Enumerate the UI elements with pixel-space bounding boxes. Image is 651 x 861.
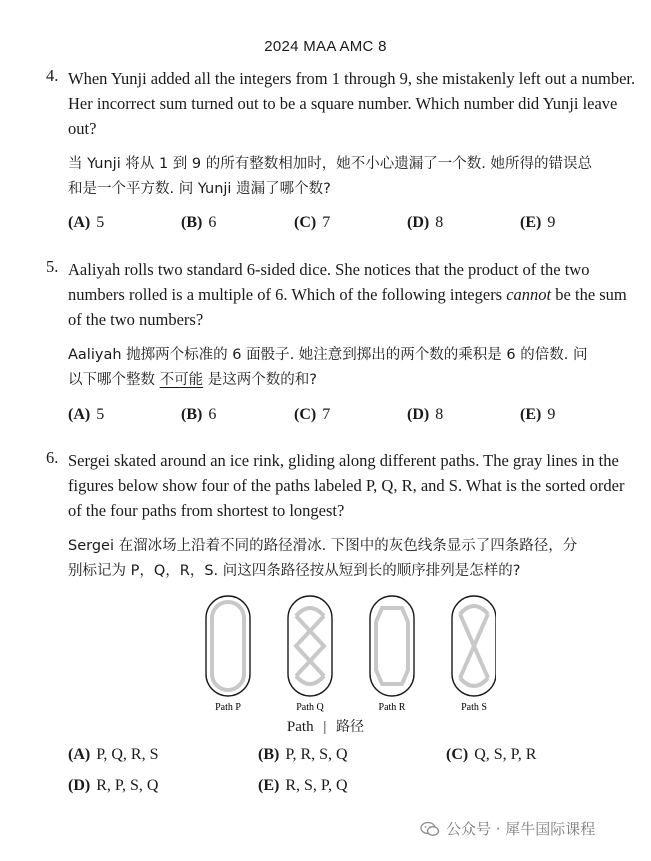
- text-segment: Aaliyah rolls two standard 6-sided dice. She notices that the product of the two numbers rolled is a multiple of 6. Which of the following integers: [68, 260, 590, 304]
- problem-text-en: Sergei skated around an ice rink, gliding along different paths. The gray lines in the figures below show four of the paths labeled P, Q, R, and S. What is the sorted order of the four paths from shortest to longest?: [68, 451, 625, 520]
- choice-label: (C): [446, 746, 469, 763]
- choice-d[interactable]: [68, 777, 158, 795]
- path-s-label: Path S: [461, 702, 487, 713]
- choice-value: 5: [96, 406, 105, 423]
- choice-label: (E): [520, 214, 542, 231]
- choice-value: 6: [208, 406, 217, 423]
- choice-label: (E): [520, 406, 542, 423]
- choice-d[interactable]: [407, 214, 443, 232]
- choice-label: (D): [68, 777, 91, 794]
- choice-value: 7: [322, 214, 331, 231]
- choice-a[interactable]: [68, 406, 104, 424]
- problem-text-zh-line1: 当 Yunji 将从 1 到 9 的所有整数相加时，她不小心遗漏了一个数. 她所得的错误总: [68, 156, 592, 172]
- choice-b[interactable]: [181, 406, 216, 424]
- choice-value: R, P, S, Q: [96, 777, 159, 794]
- problem-text-zh-line1: Aaliyah 抛掷两个标准的 6 面骰子. 她注意到掷出的两个数的乘积是 6 的倍数. 问: [68, 347, 588, 363]
- problem-number: 6.: [46, 448, 59, 467]
- choice-value: 8: [435, 214, 444, 231]
- path-s-figure: [452, 596, 496, 696]
- problem-text-zh-line2: 和是一个平方数. 问 Yunji 遗漏了哪个数?: [68, 181, 331, 197]
- choice-e[interactable]: [520, 214, 555, 232]
- caption-cn: 路径: [336, 719, 365, 735]
- choice-label: (B): [181, 214, 203, 231]
- choice-value: 6: [208, 214, 217, 231]
- choice-value: Q, S, P, R: [474, 746, 537, 763]
- figure-caption: [0, 716, 651, 736]
- choice-label: (A): [68, 746, 91, 763]
- path-q-label: Path Q: [296, 702, 324, 713]
- problem-text-zh-line2: 别标记为 P，Q，R，S. 问这四条路径按从短到长的顺序排列是怎样的?: [68, 563, 521, 579]
- problem-text-en: When Yunji added all the integers from 1 through 9, she mistakenly left out a number. Her incorrect sum turned out to be a square number. Which number did Yunji leave out?: [68, 69, 636, 138]
- watermark-text: 公众号 · 犀牛国际课程: [446, 820, 596, 838]
- path-p-figure: [206, 596, 250, 696]
- choice-label: (B): [258, 746, 280, 763]
- problem-text-zh-line2: [68, 368, 642, 393]
- choice-value: 9: [547, 214, 556, 231]
- text-segment: 是这两个数的和?: [203, 372, 317, 388]
- choice-label: (C): [294, 214, 317, 231]
- choice-label: (A): [68, 406, 91, 423]
- path-p-label: Path P: [215, 702, 241, 713]
- choice-value: R, S, P, Q: [285, 777, 348, 794]
- choice-c[interactable]: [446, 746, 536, 764]
- problem-text-en: [68, 257, 642, 332]
- choice-label: (B): [181, 406, 203, 423]
- wechat-icon: [420, 821, 440, 837]
- choice-a[interactable]: [68, 214, 104, 232]
- choice-value: 9: [547, 406, 556, 423]
- choice-value: 7: [322, 406, 331, 423]
- caption-separator: |: [323, 719, 327, 735]
- choice-c[interactable]: [294, 406, 330, 424]
- choice-value: 8: [435, 406, 444, 423]
- emphasis-text: cannot: [506, 285, 552, 304]
- underlined-text: 不可能: [159, 372, 204, 388]
- choice-label: (E): [258, 777, 280, 794]
- caption-en: Path: [286, 719, 314, 735]
- watermark: [420, 818, 595, 839]
- choice-d[interactable]: [407, 406, 443, 424]
- choice-label: (A): [68, 214, 91, 231]
- choice-e[interactable]: [258, 777, 348, 795]
- problem-number: 5.: [46, 257, 59, 276]
- path-r-figure: [370, 596, 414, 696]
- choice-b[interactable]: [258, 746, 348, 764]
- choice-value: P, R, S, Q: [285, 746, 348, 763]
- text-segment: be the sum of the two numbers?: [68, 285, 627, 329]
- paths-figure: [196, 594, 496, 734]
- problem-text-zh-line1: Sergei 在溜冰场上沿着不同的路径滑冰. 下图中的灰色线条显示了四条路径，分: [68, 538, 578, 554]
- choice-value: P, Q, R, S: [96, 746, 159, 763]
- choice-a[interactable]: [68, 746, 158, 764]
- choice-label: (D): [407, 214, 430, 231]
- choice-label: (C): [294, 406, 317, 423]
- choice-b[interactable]: [181, 214, 216, 232]
- choice-label: (D): [407, 406, 430, 423]
- page-header: 2024 MAA AMC 8: [264, 38, 387, 55]
- problem-number: 4.: [46, 66, 59, 85]
- answer-choices: [68, 746, 628, 806]
- path-q-figure: [288, 596, 332, 696]
- choice-e[interactable]: [520, 406, 555, 424]
- choice-value: 5: [96, 214, 105, 231]
- path-r-label: Path R: [378, 702, 406, 713]
- text-segment: 以下哪个整数: [68, 372, 160, 388]
- choice-c[interactable]: [294, 214, 330, 232]
